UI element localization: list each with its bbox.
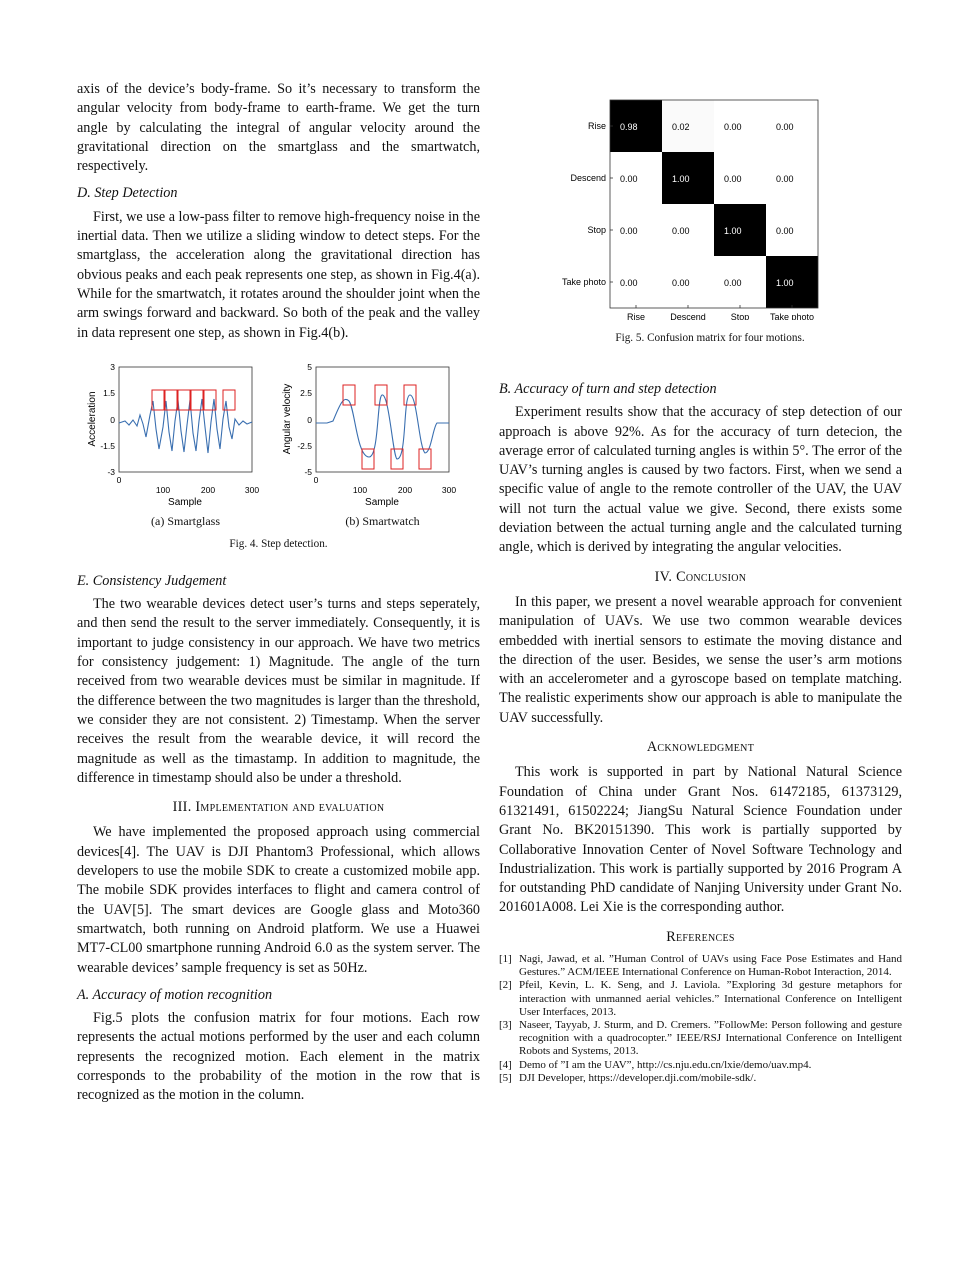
section-b-paragraph: Experiment results show that the accuracy of step detection of our approach is above 92%. As for the accuracy of turn detecion, the average error of calculated turning angles is within 5°. The error of the UAV’s turning angles is caused by two factors. First, when we send a specific value of angle to the remote controller of the UAV, the UAV will not turn the actual value we give. Second, there exists some deviation between the actual turning angle and the calculated turning angle, which is derived by integrating the angular velocities. <box>499 404 902 556</box>
intro-paragraph: axis of the device’s body-frame. So it’s necessary to transform the angular velocity from body-frame to earth-frame. We get the turn angle by calculating the integral of angular velocity around the gravitational direction on the smartglass and the smartwatch, respectively. <box>77 81 480 175</box>
cell-value-label: 0.00 <box>672 278 690 288</box>
cell-value-label: 1.00 <box>672 174 690 184</box>
row-label: Rise <box>587 121 606 131</box>
plot-b-xtick-1: 100 <box>352 484 368 495</box>
cell-value-label: 0.00 <box>620 174 638 184</box>
acknowledgment-paragraph: This work is supported in part by National Natural Science Foundation of China under Grant Nos. 61472185, 61373129, 61321491, 61502224; JiangSu Natural Science Foundation under Grant No. BK20151390. This work is partially supported by Collaborative Innovation Center of Novel Software Technology and Industrialization. This work is partially supported by 2016 Program A for outstanding PhD candidate of Nanjing University under Grant No. 201601A008. Lei Xie is the corresponding author. <box>499 764 902 916</box>
fig4a-caption: (a) Smartglass <box>151 513 220 528</box>
plot-b-ytick-4: -5 <box>304 466 312 477</box>
fig5-caption: Fig. 5. Confusion matrix for four motions. <box>615 332 805 344</box>
references-list <box>499 953 902 1085</box>
section-e-title: E. Consistency Judgement <box>77 572 227 589</box>
column-label: Stop <box>730 312 750 320</box>
reference-text: Pfeil, Kevin, L. K. Seng, and J. Laviola. ”Exploring 3d gesture metaphors for interaction with unmanned aerial vehicles.” International Conference on Intelligent User Interfaces, 2013. <box>519 979 902 1018</box>
section-iv-paragraph: In this paper, we present a novel wearable approach for convenient manipulation of UAVs. We use two common wearable devices embedded with inertial sensors to estimate the moving distance and the direction of the user. Besides, we sense the user’s arm motions with an accelerometer and a gyroscope based on template matching. The realistic experiments show our approach is able to manipulate the UAV successfully. <box>499 593 902 726</box>
plot-a-xtick-0: 0 <box>116 474 122 485</box>
cell-value-label: 0.00 <box>620 278 638 288</box>
plot-a-xtick-1: 100 <box>155 484 171 495</box>
plot-a-ylabel: Acceleration <box>87 391 98 447</box>
reference-item <box>499 1059 902 1072</box>
plot-a-signal <box>119 399 252 453</box>
row-label: Stop <box>587 225 606 235</box>
section-a-title: A. Accuracy of motion recognition <box>77 986 273 1003</box>
peak-box <box>178 390 190 410</box>
plot-b-xtick-2: 200 <box>397 484 413 495</box>
plot-a-peak-boxes <box>152 390 235 410</box>
plot-b-xlabel: Sample <box>365 496 399 508</box>
section-b-title: B. Accuracy of turn and step detection <box>499 381 717 397</box>
plot-b-ylabel: Angular velocity <box>282 383 293 455</box>
cell-value-label: 0.00 <box>620 226 638 236</box>
valley-box <box>419 449 431 469</box>
reference-number: [2] <box>499 979 512 992</box>
plot-b-ytick-2: 0 <box>307 414 312 425</box>
plot-b-ytick-1: 2.5 <box>300 387 312 398</box>
plot-a-ytick-0: 3 <box>110 361 115 372</box>
plot-a-ytick-2: 0 <box>110 414 115 425</box>
plot-b-xtick-0: 0 <box>313 474 319 485</box>
valley-box <box>362 449 374 469</box>
reference-number: [5] <box>499 1071 512 1084</box>
plot-b <box>282 362 456 508</box>
cell-value-label: 1.00 <box>776 278 794 288</box>
fig4b-caption: (b) Smartwatch <box>345 513 420 528</box>
cell-value-label: 0.00 <box>724 174 742 184</box>
plot-a-xtick-2: 200 <box>200 484 216 495</box>
plot-a <box>87 362 259 508</box>
plot-b-xtick-3: 300 <box>441 484 457 495</box>
reference-item <box>499 1072 902 1085</box>
fig4-caption: Fig. 4. Step detection. <box>229 537 328 550</box>
plot-a-xlabel: Sample <box>168 496 202 508</box>
cell-value-label: 0.00 <box>724 122 742 132</box>
confusion-matrix <box>540 98 840 320</box>
reference-text: Naseer, Tayyab, J. Sturm, and D. Cremers. ”FollowMe: Person following and gesture recognition with a quadrocopter.” IEEE/RSJ International Conference on Intelligent Robots and Systems, 2013. <box>519 1019 902 1058</box>
plot-b-ytick-3: -2.5 <box>297 440 312 451</box>
reference-number: [3] <box>499 1019 512 1032</box>
plot-a-ytick-4: -3 <box>107 466 115 477</box>
cell-value-label: 1.00 <box>724 226 742 236</box>
plot-b-ytick-0: 5 <box>307 361 312 372</box>
row-label: Take photo <box>561 277 606 287</box>
reference-number: [1] <box>499 953 512 966</box>
plot-b-frame <box>316 367 449 472</box>
plot-a-xtick-3: 300 <box>244 484 260 495</box>
cell-value-label: 0.98 <box>620 122 638 132</box>
reference-item <box>499 1019 902 1059</box>
acknowledgment-title: Acknowledgment <box>646 739 755 756</box>
section-e-paragraph: The two wearable devices detect user’s turns and steps seperately, and then send the result to the server immediately. Consequently, it is important to judge consistency in our approach. We have two metrics for consistency judgement: 1) Magnitude. The angle of the turn received from two wearable devices must be similar in magnitude. If the difference between the two magnitudes is larger than the threshold, we consider they are not consistent. 2) Timestamp. When the server receives the result from the wearable device, it will record the magnitude as well as the timastamp. In addition to magnitude, the difference in timestamp should also be under a threshold. <box>77 596 480 786</box>
right-column <box>499 378 902 1085</box>
column-label: Descend <box>670 312 706 320</box>
cell-value-label: 0.00 <box>776 174 794 184</box>
column-label: Rise <box>626 312 646 320</box>
left-column <box>77 80 480 1106</box>
section-a-paragraph: Fig.5 plots the confusion matrix for four motions. Each row represents the actual motions performed by the user and each column represents the recognized motion. Each element in the matrix corresponds to the probability of the motion in the row that is recognized as the motion in the column. <box>77 1010 480 1104</box>
cell-value-label: 0.02 <box>672 122 690 132</box>
section-d-paragraph: First, we use a low-pass filter to remove high-frequency noise in the inertial data. Then we utilize a sliding window to detect steps. For the smartglass, the acceleration along the gravitational direction has obvious peaks and each peak represents one step, as shown in Fig.4(a). While for the smartwatch, it rotates around the shoulder joint when the arm swings forward and backward. So both of the peak and the valley in data represent one step, as shown in Fig.4(b). <box>77 208 480 341</box>
section-iii-title: III. Implementation and evaluation <box>172 799 385 816</box>
row-label: Descend <box>570 173 606 183</box>
section-d-title: D. Step Detection <box>77 185 178 202</box>
references-title: References <box>666 928 735 945</box>
cell-value-label: 0.00 <box>672 226 690 236</box>
cell-value-label: 0.00 <box>724 278 742 288</box>
reference-item <box>499 953 902 979</box>
cell-value-label: 0.00 <box>776 122 794 132</box>
column-label: Take photo <box>769 312 815 320</box>
section-iv-title: IV. Conclusion <box>654 568 747 585</box>
plot-a-ytick-1: 1.5 <box>103 387 115 398</box>
figure-4 <box>77 357 480 564</box>
reference-text: Nagi, Jawad, et al. ”Human Control of UAVs using Face Pose Estimates and Hand Gestures.” ACM/IEEE International Conference on Human-Robot Interaction, 2014. <box>519 953 902 979</box>
reference-number: [4] <box>499 1058 512 1071</box>
reference-text: DJI Developer, https://developer.dji.com/mobile-sdk/. <box>519 1071 757 1084</box>
cell-value-label: 0.00 <box>776 226 794 236</box>
peak-box <box>375 385 387 405</box>
plot-a-ytick-3: -1.5 <box>100 440 115 451</box>
reference-item <box>499 979 902 1019</box>
figure-5 <box>540 98 840 358</box>
section-iii-paragraph: We have implemented the proposed approach using commercial devices[4]. The UAV is DJI Phantom3 Professional, which allows developers to use the mobile SDK to create a customized mobile app. The mobile SDK provides interfaces to flight and camera control of the UAV[5]. The smart devices are Google glass and Moto360 smartwatch, both running on Android platform. We use a Huawei MT7-CL00 smartphone running Android 6.0 as the system server. The wearable devices’ sample frequency is set as 50Hz. <box>77 824 480 976</box>
reference-text: Demo of ”I am the UAV”, http://cs.nju.edu.cn/lxie/demo/uav.mp4. <box>519 1058 812 1071</box>
